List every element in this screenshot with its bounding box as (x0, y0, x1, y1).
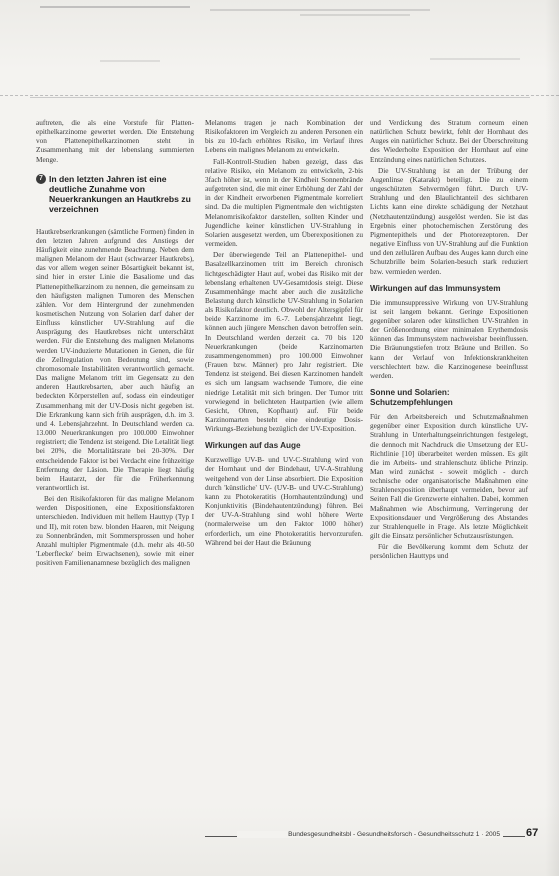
scan-artifact (100, 60, 160, 62)
question-number-icon: 7 (36, 174, 46, 184)
question-heading (36, 174, 194, 215)
text-column-3 (370, 118, 528, 828)
paragraph: Bei den Risikofaktoren für das maligne Melanom werden Dispositionen, eine Expositionsfaktoren unterschieden. Individuen mit hellem Hauttyp (Typ I und II), mit roten bzw. blonden Haaren, mit Neigung zu Sonnenbränden, mit Sommersprossen und hoher Anzahl multipler Pigmentmale (d.h. mehr als 40-50 'Leberflecke' beim Erwachsenen), sowie mit einer positiven Familienanamnese bezüglich des malignen (36, 494, 194, 568)
section-heading-eye: Wirkungen auf das Auge (205, 441, 301, 451)
paragraph: Hautkrebserkrankungen (sämtliche Formen) finden in den letzten Jahren aufgrund des Anstiegs der Häufigkeit eine zunehmende Beachtung. Neben dem malignen Melanom der Haut (schwarzer Hautkrebs), das vor allem wegen seiner Bösartigkeit bekannt ist, sind hier in erster Linie die Basaliome und das Plattenepithelkarzinom zu nennen, die gemeinsam zu den häufigsten malignen Tumoren des Menschen zählen. Vor dem Hintergrund der zunehmenden kosmetischen Nutzung von Solarien darf daher der Einfluss künstlicher UV-Strahlung auf die Ausprägung des Hautkrebses nicht unterschätzt werden. Für die Entstehung des malignen Melanoms werden UV-induzierte Mutationen in Genen, die für die Zellregulation von Bedeutung sind, sowie chromosomale Instabilitäten verantwortlich gemacht. Das maligne Melanom tritt im Gegensatz zu den anderen Hautkrebsarten, aber auch häufig an bedeckten Körperstellen auf, sodass ein eindeutiger Zusammenhang mit der UV-Dosis nicht gegeben ist. Die Erkrankung kann sich früh ausprägen, d.h. im 3. und 4. Lebensjahrzehnt. In Deutschland werden ca. 13.000 Neuerkrankungen pro 100.000 Einwohner registriert; die Tendenz ist steigend. Die Letalität liegt bei 20%, die Mortalitätsrate bei 20-30%. Der entscheidende Faktor ist bei Verdacht eine frühzeitige Entfernung der Läsion. Die Therapie liegt häufig beim Hautarzt, der für die Früherkennung verantwortlich ist. (36, 226, 194, 492)
paragraph: Der überwiegende Teil an Plattenepithel- und Basalzellkarzinomen tritt im Bereich chronisch lichtgeschädigter Haut auf, wobei das Risiko mit der lebenslang erhaltenen UV-Gesamtdosis steigt. Diese Zusammenhänge macht aber auch die zusätzliche Belastung durch künstliche UV-Strahlung in Solarien als Risikofaktor deutlich. Obwohl der Altersgipfel für beide Karzinome im 6.-7. Lebensjahrzehnt liegt, können auch jüngere Menschen davon betroffen sein. In Deutschland werden derzeit ca. 70 bis 120 Neuerkrankungen (beide Karzinomarten zusammengenommen) pro 100.000 Einwohner (Frauen bzw. Männer) pro Jahr registriert. Die Tendenz ist steigend. Bei diesen Karzinomen handelt es sich um langsam wachsende Tumore, die eine niedrige Letalität mit sich bringen. Der Tumor tritt vorwiegend in belichteten Hautpartien (wie allem Gesicht, Ohren, Kopfhaut) auf. Für beide Karzinomarten besteht eine eindeutige Dosis-Wirkungs-Beziehung bezüglich der UV-Exposition. (205, 250, 363, 434)
question-text: In den letzten Jahren ist eine deutliche Zunahme von Neuerkrankungen an Hautkrebs zu verzeichnen (49, 173, 191, 215)
paragraph: auftreten, die als eine Vorstufe für Platten-epithelkarzinome gewertet werden. Die Entstehung von Plattenepithelkarzinomen steht in Zusammenhang mit der lebenslang summierten Menge. (36, 118, 194, 164)
blank-header-area (0, 0, 559, 96)
scan-artifact (430, 58, 520, 60)
paragraph: Die immunsuppressive Wirkung von UV-Strahlung ist seit langem bekannt. Geringe Expositionen gegenüber solaren oder künstlichen UV-Strahlen in der Größenordnung einer minimalen Erythemdosis können das Immunsystem nachweisbar beeinflussen. Die Bräunungstiefen trotz Bräune und Brillen. So kann der Verlauf von Infektionskrankheiten verschlechtert bzw. die Karzinogenese beeinflusst werden. (370, 297, 528, 380)
header-rule (30, 97, 530, 98)
section-heading-immune-system: Wirkungen auf das Immunsystem (370, 283, 501, 293)
page-number: 67 (526, 827, 539, 839)
paragraph: Für die Bevölkerung kommt dem Schutz der persönlichen Hauttyps und (370, 542, 528, 561)
paragraph: Fall-Kontroll-Studien haben gezeigt, dass das relative Risiko, ein Melanom zu entwickeln, 2-bis 3fach höher ist, wenn in der Kindheit Sonnenbrände aufgetreten sind, die mit einer Erhöhung der Zahl der in der Kindheit erworbenen Pigmentmale korreliert sind. Da die multiplen Pigmentmale den wichtigsten Melanomrisikofaktor darstellen, sollten Kinder und Jugendliche keiner künstlichen UV-Strahlung in Solarien ausgesetzt werden, um Überexpositionen zu vermeiden. (205, 156, 363, 249)
paragraph: Kurzwellige UV-B- und UV-C-Strahlung wird von der Hornhaut und der Bindehaut, UV-A-Strahlung weitgehend von der Linse absorbiert. Die Exposition durch 'künstliche' UV- (UV-B- und UV-C-Strahlung) kann zu Photokeratitis (Hornhautentzündung) und Konjunktivitis (Bindehautentzündung) führen. Bei der UV-A-Strahlung sind wohl höhere Werte (normalerweise um den Faktor 1000 höher) erforderlich, um eine Photokeratitis hervorzurufen. Während bei der Haut die Bräunung (205, 455, 363, 547)
scan-edge-shadow (545, 0, 559, 876)
paragraph: Für den Arbeitsbereich und Schutzmaßnahmen gegenüber einer Exposition durch künstliche UV-Strahlung in Unterhaltungseinrichtungen festgelegt, die dennoch mit Nachdruck die Umsetzung der EU-Richtlinie [10] überarbeitet werden müssen. Es gilt die im Arbeits- und strahlenschutz übliche Prinzip. Man wird zunächst - soweit möglich - durch technische oder organisatorische Maßnahmen eine Strahlenexposition überhaupt vermeiden, bevor auf Seiten Fall die Grenzwerte einhalten. Dabei, kommen Maßnahmen wie Abschirmung, Verringerung der Expositionsdauer und Vergrößerung des Abstandes zur Strahlenquelle in Frage. Als letzte Möglichkeit gilt die Einsatz persönlicher Schutzausrüstungen. (370, 412, 528, 541)
paragraph: Die UV-Strahlung ist an der Trübung der Augenlinse (Katarakt) beteiligt. Die zu einem ungeschützten Sehvermögen führt. Durch UV-Strahlung und den Blaulichtanteil des sichtbaren Lichts kann eine direkte schädigung der Netzhaut (Netzhautentzündung) ausgelöst werden. Sie ist das Ergebnis einer photochemischen Zerstörung des Pigmentepithels und der Photorezeptoren. Der negative Einfluss von UV-Strahlung auf die Funktion und den zellulären Aufbau des Auges kann durch eine Schutzbrille beim Solarien-besuch stark reduziert bzw. vermieden werden. (370, 165, 528, 276)
scan-artifact (40, 6, 190, 8)
paragraph: Melanoms tragen je nach Kombination der Risikofaktoren im Vergleich zu anderen Personen ein bis zu 10-fach erhöhtes Risiko, im Verlauf ihres Lebens ein malignes Melanom zu entwickeln. (205, 118, 363, 155)
scan-artifact (210, 9, 430, 11)
text-column-2 (205, 118, 363, 828)
journal-footer: Bundesgesundheitsbl - Gesundheitsforsch - Gesundheitsschutz 1 · 2005 (237, 831, 503, 838)
section-heading-protection: Sonne und Solarien: Schutzempfehlungen (370, 388, 453, 408)
scan-artifact (300, 14, 410, 16)
paragraph: und Verdickung des Stratum corneum einen natürlichen Schutz bewirkt, fehlt der Hornhaut des Auges ein natürlicher Schutz. Bei der Überschreitung des Wiederholte Exposition der Hornhaut auf eine Entzündung eines natürlichen Schutzes. (370, 118, 528, 164)
text-column-1 (36, 118, 194, 828)
